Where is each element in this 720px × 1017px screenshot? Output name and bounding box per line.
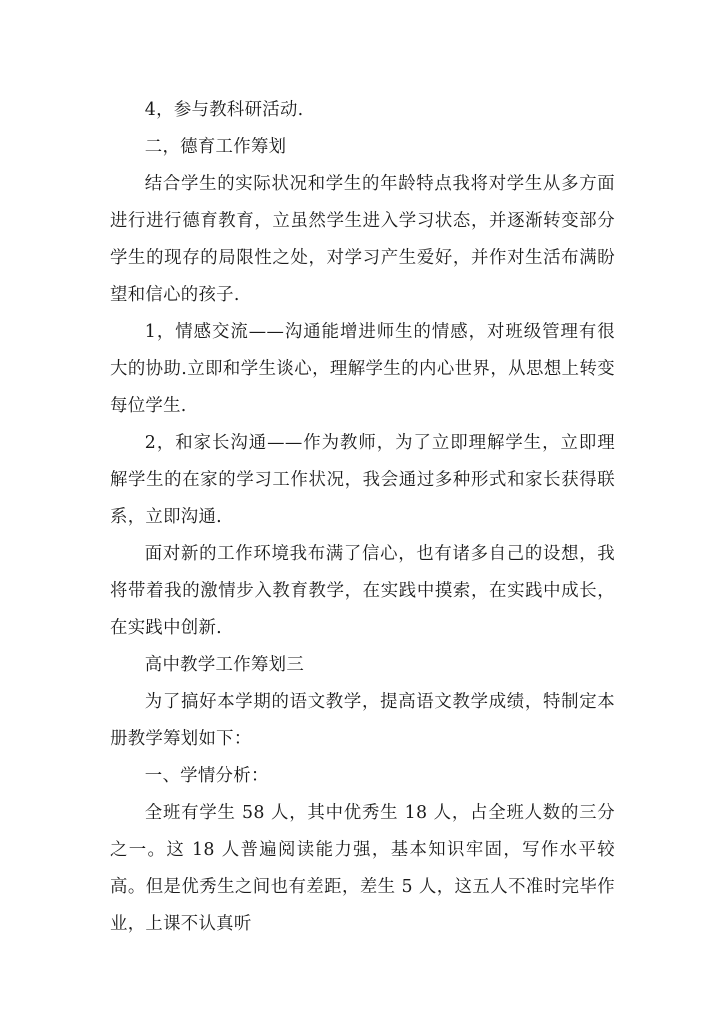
paragraph-emotional-communication: 1，情感交流——沟通能增进师生的情感，对班级管理有很大的协助.立即和学生谈心，理解学生的内心世界，从思想上转变每位学生.: [110, 322, 615, 416]
paragraph-item-4: 4，参与教科研活动.: [144, 100, 304, 120]
paragraph-new-environment: 面对新的工作环境我布满了信心，也有诸多自己的设想，我将带着我的激情步入教育教学，在实践中摸索，在实践中成长，在实践中创新.: [110, 544, 615, 638]
paragraph-moral-education-intro: 结合学生的实际状况和学生的年龄特点我将对学生从多方面进行进行德育教育，立虽然学生进入学习状态，并逐渐转变部分学生的现存的局限性之处，对学习产生爱好，并作对生活布满盼望和信心的孩子.: [110, 174, 615, 305]
section-heading-moral-education: 二，德育工作筹划: [144, 137, 287, 157]
document-body: [110, 92, 615, 943]
paragraph-class-overview: 全班有学生 58 人，其中优秀生 18 人，占全班人数的三分之一。这 18 人普遍阅读能力强，基本知识牢固，写作水平较高。但是优秀生之间也有差距，差生 5 人，这五人不准时完毕作业，上课不认真听: [110, 803, 615, 934]
paragraph-parent-communication: 2，和家长沟通——作为教师，为了立即理解学生，立即理解学生的在家的学习工作状况，我会通过多种形式和家长获得联系，立即沟通.: [110, 433, 615, 527]
paragraph-plan-purpose: 为了搞好本学期的语文教学，提高语文教学成绩，特制定本册教学筹划如下：: [110, 692, 615, 749]
section-heading-student-analysis: 一、学情分析：: [144, 766, 269, 786]
section-title-plan-three: 高中教学工作筹划三: [144, 655, 305, 675]
